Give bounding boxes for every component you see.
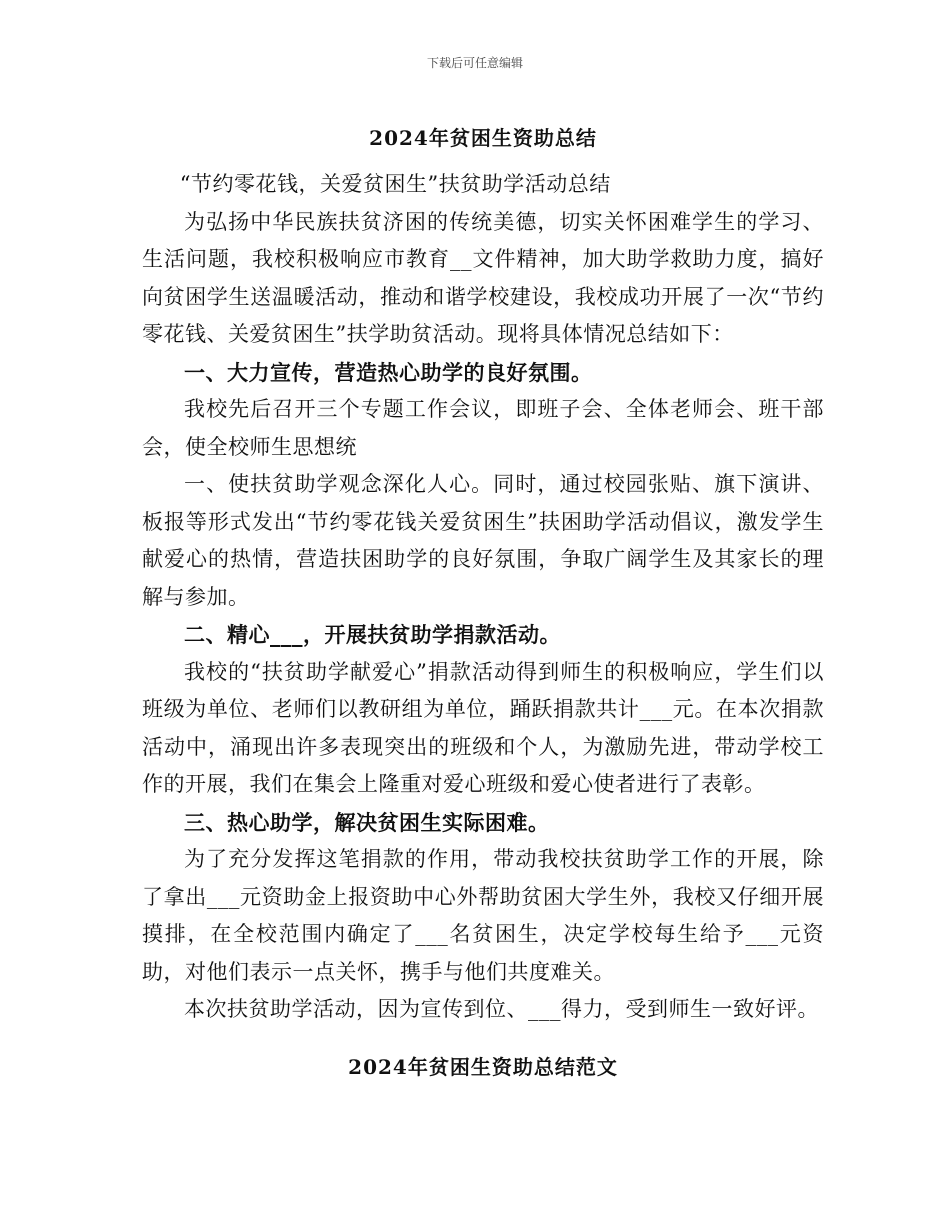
section-paragraph: 我校的“扶贫助学献爱心”捐款活动得到师生的积极响应，学生们以班级为单位、老师们以教研组为单位，踊跃捐款共计___元。在本次捐款活动中，涌现出许多表现突出的班级和个人，为激励先进，带动学校工作的开展，我们在集会上隆重对爱心班级和爱心使者进行了表彰。	[142, 659, 824, 796]
section-1	[142, 354, 824, 617]
document-subtitle: “节约零花钱，关爱贫困生”扶贫助学活动总结	[179, 172, 611, 196]
section-paragraph: 我校先后召开三个专题工作会议，即班子会、全体老师会、班干部会，使全校师生思想统	[142, 397, 824, 459]
section-paragraph: 一、使扶贫助学观念深化人心。同时，通过校园张贴、旗下演讲、板报等形式发出“节约零花钱关爱贫困生”扶困助学活动倡议，激发学生献爱心的热情，营造扶困助学的良好氛围，争取广阔学生及其家长的理解与参加。	[142, 472, 824, 609]
section-paragraph: 本次扶贫助学活动，因为宣传到位、___得力，受到师生一致好评。	[184, 997, 819, 1021]
second-document-title: 2024年贫困生资助总结范文	[348, 1054, 618, 1079]
section-heading: 一、大力宣传，营造热心助学的良好氛围。	[184, 359, 593, 385]
section-3	[142, 804, 824, 1029]
section-2	[142, 616, 824, 804]
document-title: 2024年贫困生资助总结	[369, 126, 597, 150]
document-body	[142, 118, 824, 1087]
section-heading: 二、精心___，开展扶贫助学捐款活动。	[184, 622, 561, 647]
header-note: 下载后可任意编辑	[426, 56, 523, 70]
section-paragraph: 为了充分发挥这笔捐款的作用，带动我校扶贫助学工作的开展，除了拿出___元资助金上报资助中心外帮助贫困大学生外，我校又仔细开展摸排，在全校范围内确定了___名贫困生，决定学校每生给予___元资助，对他们表示一点关怀，携手与他们共度难关。	[142, 847, 824, 984]
section-heading: 三、热心助学，解决贫困生实际困难。	[184, 809, 550, 835]
intro-paragraph: 为弘扬中华民族扶贫济困的传统美德，切实关怀困难学生的学习、生活问题，我校积极响应市教育__文件精神，加大助学救助力度，搞好向贫困学生送温暖活动，推动和谐学校建设，我校成功开展了一次“节约零花钱、关爱贫困生”扶学助贫活动。现将具体情况总结如下：	[142, 209, 824, 346]
